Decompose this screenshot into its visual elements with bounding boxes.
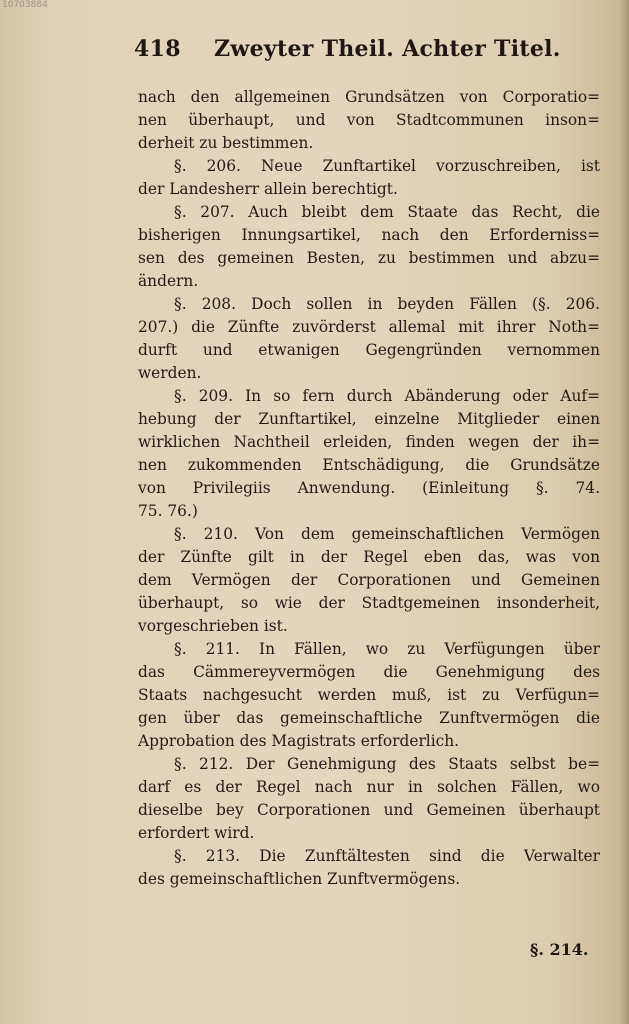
text-line: §. 207. Auch bleibt dem Staate das Recht, die — [174, 203, 600, 221]
text-line: das Cämmereyvermögen die Genehmigung des — [138, 663, 600, 681]
text-line: §. 212. Der Genehmigung des Staats selbst be= — [174, 755, 600, 773]
page-edge-shadow — [619, 0, 629, 1024]
text-line: ändern. — [138, 272, 199, 290]
body-text — [138, 86, 600, 891]
text-line: vorgeschrieben ist. — [138, 617, 288, 635]
text-line: §. 206. Neue Zunftartikel vorzuschreiben, ist — [174, 157, 600, 175]
text-line: dem Vermögen der Corporationen und Gemeinen — [138, 571, 600, 589]
text-line: überhaupt, so wie der Stadtgemeinen insonderheit, — [138, 594, 600, 612]
text-line: §. 211. In Fällen, wo zu Verfügungen über — [174, 640, 600, 658]
text-line: §. 209. In so fern durch Abänderung oder Auf= — [174, 387, 600, 405]
text-line: werden. — [138, 364, 202, 382]
text-line: sen des gemeinen Besten, zu bestimmen und abzu= — [138, 249, 600, 267]
text-line: von Privilegiis Anwendung. (Einleitung §. 74. — [138, 479, 600, 497]
text-line: erfordert wird. — [138, 824, 255, 842]
text-line: der Landesherr allein berechtigt. — [138, 180, 398, 198]
text-line: derheit zu bestimmen. — [138, 134, 314, 152]
page-number: 418 — [134, 36, 181, 62]
text-line: nen zukommenden Entschädigung, die Grundsätze — [138, 456, 600, 474]
page-header — [134, 36, 604, 70]
text-line: §. 213. Die Zunftältesten sind die Verwalter — [174, 847, 600, 865]
text-line: Approbation des Magistrats erforderlich. — [138, 732, 460, 750]
text-line: §. 210. Von dem gemeinschaftlichen Vermögen — [174, 525, 600, 543]
text-line: darf es der Regel nach nur in solchen Fällen, wo — [138, 778, 600, 796]
text-line: durft und etwanigen Gegengründen vernommen — [138, 341, 600, 359]
text-line: dieselbe bey Corporationen und Gemeinen überhaupt — [138, 801, 600, 819]
text-line: wirklichen Nachtheil erleiden, finden wegen der ih= — [138, 433, 600, 451]
text-line: 75. 76.) — [138, 502, 198, 520]
running-title: Zweyter Theil. Achter Titel. — [214, 36, 561, 62]
text-line: nach den allgemeinen Grundsätzen von Corporatio= — [138, 88, 600, 106]
text-line: der Zünfte gilt in der Regel eben das, was von — [138, 548, 600, 566]
text-line: 207.) die Zünfte zuvörderst allemal mit ihrer Noth= — [138, 318, 600, 336]
text-line: hebung der Zunftartikel, einzelne Mitglieder einen — [138, 410, 600, 428]
text-line: des gemeinschaftlichen Zunftvermögens. — [138, 870, 461, 888]
text-line: bisherigen Innungsartikel, nach den Erforderniss= — [138, 226, 600, 244]
text-line: §. 208. Doch sollen in beyden Fällen (§. 206. — [174, 295, 600, 313]
library-stamp: 10703884 — [2, 0, 48, 10]
text-line: gen über das gemeinschaftliche Zunftvermögen die — [138, 709, 600, 727]
text-line: Staats nachgesucht werden muß, ist zu Verfügun= — [138, 686, 600, 704]
text-line: nen überhaupt, und von Stadtcommunen inson= — [138, 111, 600, 129]
catchword: §. 214. — [530, 940, 589, 959]
